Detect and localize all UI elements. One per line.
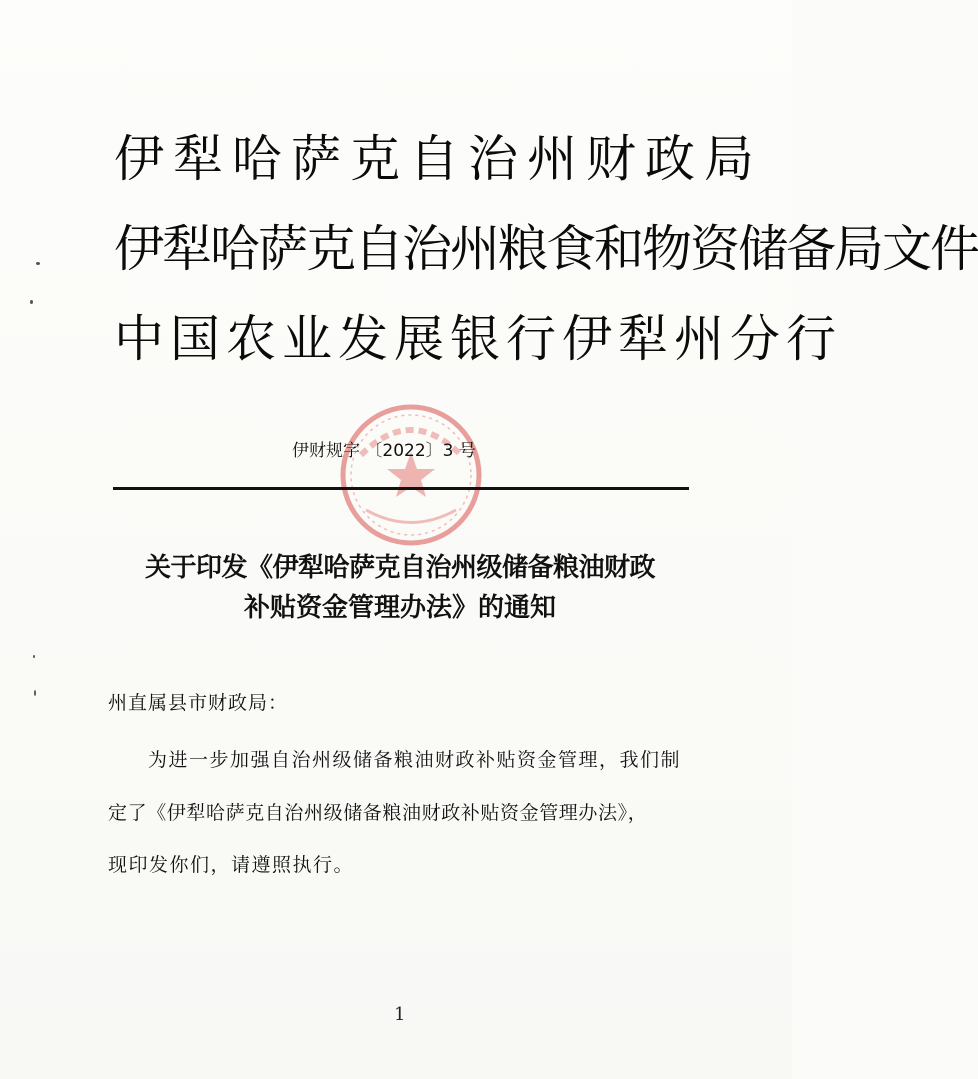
salutation: 州直属县市财政局：: [108, 692, 289, 714]
scan-speck: [33, 655, 35, 658]
document-title-line-1: 关于印发《伊犁哈萨克自治州级储备粮油财政: [144, 553, 655, 583]
document-number: 伊财规字 〔2022〕3 号: [292, 441, 476, 461]
body-paragraph-line: 为进一步加强自治州级储备粮油财政补贴资金管理，我们制: [148, 749, 682, 771]
issuer-finance-bureau: 伊犁哈萨克自治州财政局: [114, 130, 763, 188]
scan-speck: [34, 690, 36, 696]
header-divider: [113, 487, 689, 490]
document-title-line-2: 补贴资金管理办法》的通知: [243, 593, 556, 623]
issuer-grain-reserve-bureau: 伊犁哈萨克自治州粮食和物资储备局文件: [114, 220, 978, 278]
scan-speck: [30, 300, 33, 304]
page-number: 1: [394, 1004, 406, 1025]
body-paragraph-line: 现印发你们，请遵照执行。: [108, 854, 355, 876]
scan-speck: [36, 262, 40, 265]
official-seal: [336, 400, 486, 550]
body-paragraph-line: 定了《伊犁哈萨克自治州级储备粮油财政补贴资金管理办法》，: [108, 802, 648, 824]
issuer-agricultural-bank: 中国农业发展银行伊犁州分行: [114, 310, 842, 368]
